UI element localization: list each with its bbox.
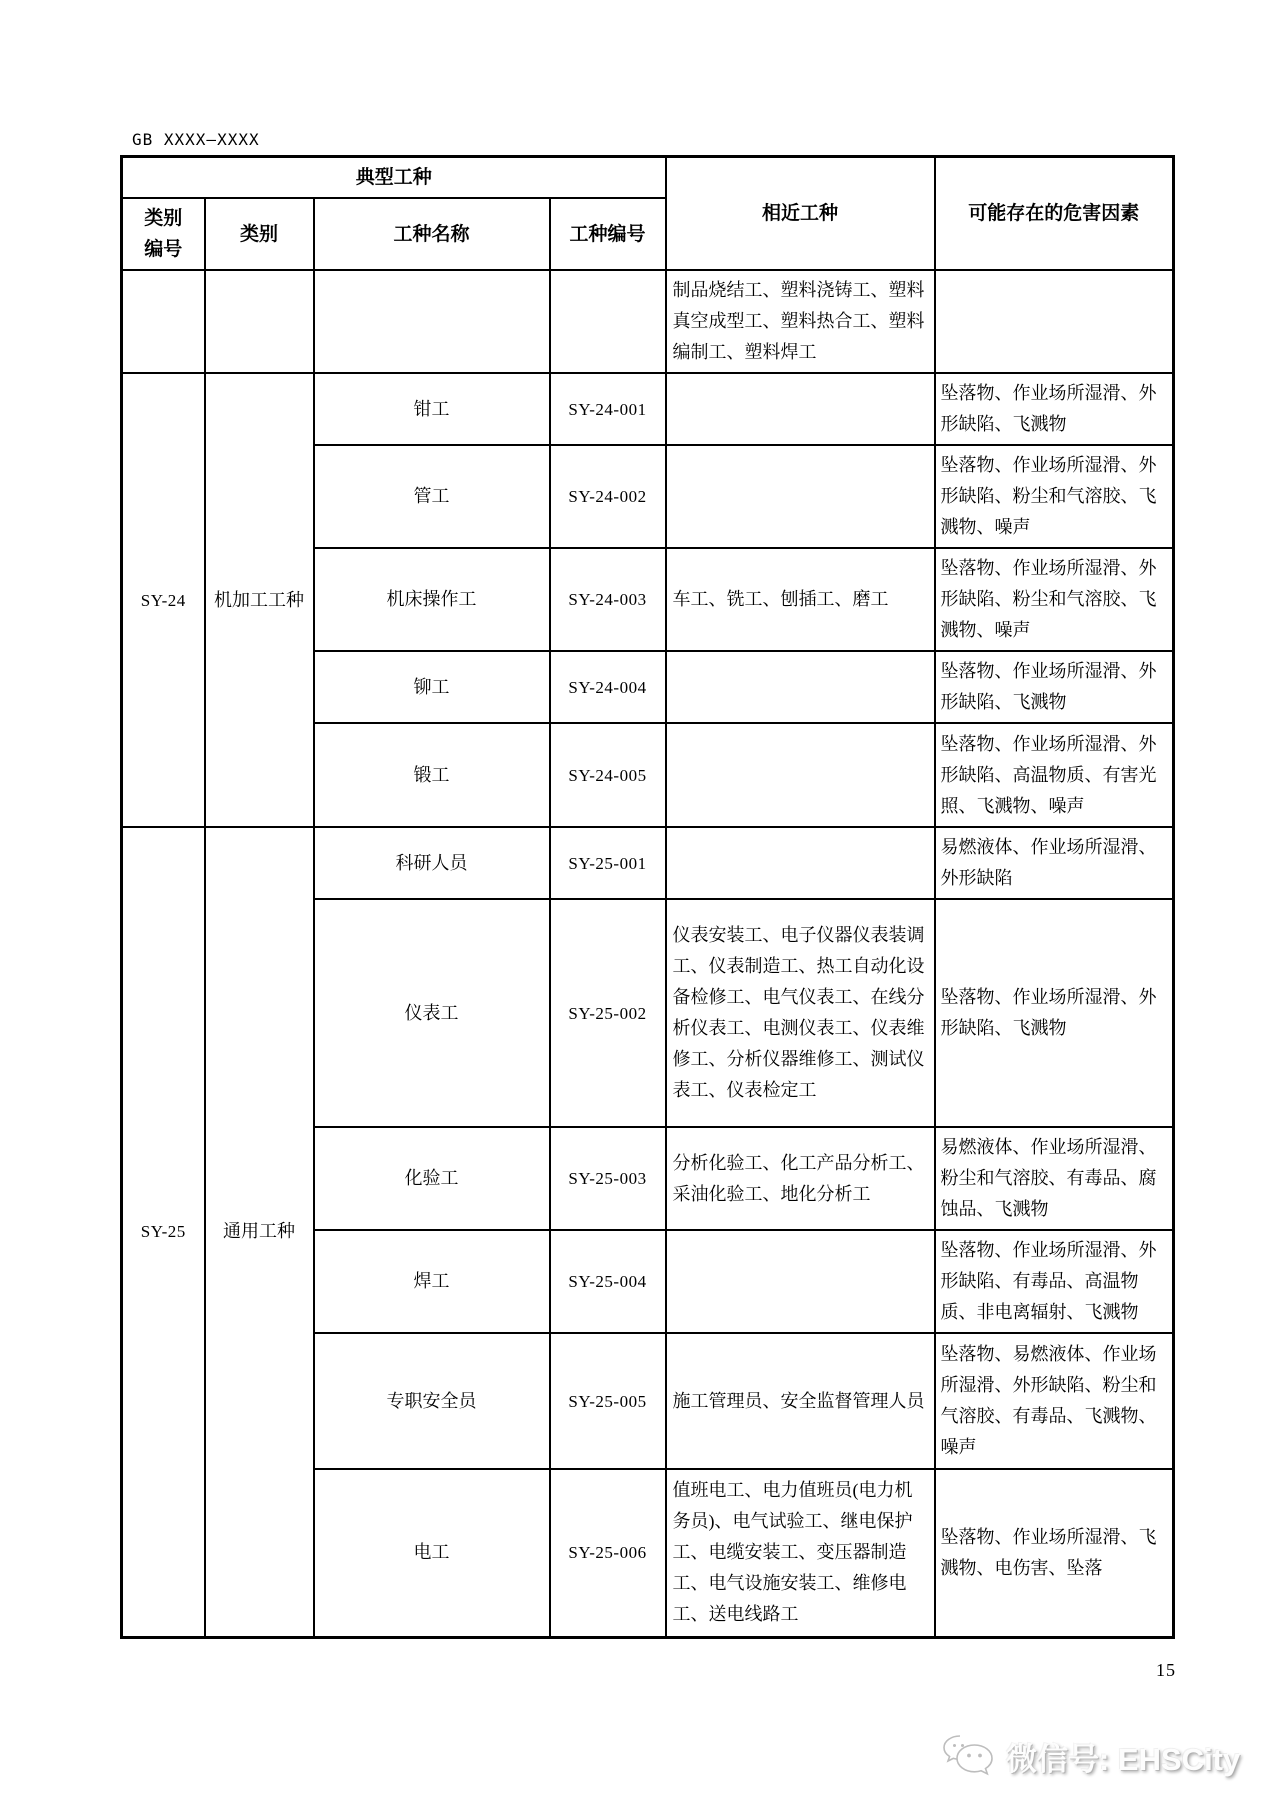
cell-category	[205, 270, 314, 373]
cell-similar-jobs: 仪表安装工、电子仪器仪表装调工、仪表制造工、热工自动化设备检修工、电气仪表工、在线分析仪表工、电测仪表工、仪表维修工、分析仪器维修工、测试仪表工、仪表检定工	[666, 899, 935, 1127]
cell-hazards: 坠落物、作业场所湿滑、外形缺陷、粉尘和气溶胶、飞溅物、噪声	[935, 548, 1174, 651]
cell-hazards: 坠落物、作业场所湿滑、外形缺陷、飞溅物	[935, 899, 1174, 1127]
cell-job-no: SY-25-001	[550, 827, 666, 899]
cell-hazards: 坠落物、作业场所湿滑、外形缺陷、高温物质、有害光照、飞溅物、噪声	[935, 723, 1174, 827]
cell-job-name: 铆工	[314, 651, 550, 723]
header-typical-jobs: 典型工种	[122, 157, 666, 199]
cell-category-no	[122, 270, 205, 373]
cell-category-no: SY-24	[122, 373, 205, 827]
cell-similar-jobs: 分析化验工、化工产品分析工、采油化验工、地化分析工	[666, 1127, 935, 1230]
cell-similar-jobs: 车工、铣工、刨插工、磨工	[666, 548, 935, 651]
cell-job-name: 管工	[314, 445, 550, 548]
cell-similar-jobs	[666, 373, 935, 445]
table-row	[122, 373, 1174, 445]
wechat-icon	[940, 1733, 996, 1779]
cell-hazards: 易燃液体、作业场所湿滑、外形缺陷	[935, 827, 1174, 899]
cell-hazards: 坠落物、作业场所湿滑、外形缺陷、飞溅物	[935, 373, 1174, 445]
cell-job-no: SY-25-002	[550, 899, 666, 1127]
cell-similar-jobs	[666, 445, 935, 548]
jobs-table	[120, 155, 1175, 1639]
header-category: 类别	[205, 198, 314, 270]
cell-job-name: 机床操作工	[314, 548, 550, 651]
cell-hazards: 坠落物、作业场所湿滑、外形缺陷、粉尘和气溶胶、飞溅物、噪声	[935, 445, 1174, 548]
table-row	[122, 827, 1174, 899]
cell-job-name: 仪表工	[314, 899, 550, 1127]
table-row	[122, 270, 1174, 373]
cell-job-name: 电工	[314, 1469, 550, 1637]
cell-job-no: SY-24-003	[550, 548, 666, 651]
cell-job-no: SY-24-005	[550, 723, 666, 827]
cell-job-name: 化验工	[314, 1127, 550, 1230]
cell-job-no: SY-24-001	[550, 373, 666, 445]
cell-category: 通用工种	[205, 827, 314, 1637]
cell-category: 机加工工种	[205, 373, 314, 827]
cell-job-no: SY-24-004	[550, 651, 666, 723]
cell-similar-jobs: 制品烧结工、塑料浇铸工、塑料真空成型工、塑料热合工、塑料编制工、塑料焊工	[666, 270, 935, 373]
cell-job-no: SY-24-002	[550, 445, 666, 548]
cell-job-no	[550, 270, 666, 373]
cell-job-name: 锻工	[314, 723, 550, 827]
cell-similar-jobs	[666, 723, 935, 827]
cell-job-name: 科研人员	[314, 827, 550, 899]
document-code: GB XXXX—XXXX	[132, 130, 260, 149]
cell-job-name: 焊工	[314, 1230, 550, 1333]
cell-similar-jobs	[666, 651, 935, 723]
cell-hazards: 易燃液体、作业场所湿滑、粉尘和气溶胶、有毒品、腐蚀品、飞溅物	[935, 1127, 1174, 1230]
cell-similar-jobs: 值班电工、电力值班员(电力机务员)、电气试验工、继电保护工、电缆安装工、变压器制造工、电气设施安装工、维修电工、送电线路工	[666, 1469, 935, 1637]
cell-hazards: 坠落物、作业场所湿滑、外形缺陷、有毒品、高温物质、非电离辐射、飞溅物	[935, 1230, 1174, 1333]
cell-job-name: 专职安全员	[314, 1333, 550, 1469]
header-hazards: 可能存在的危害因素	[935, 157, 1174, 271]
cell-job-name: 钳工	[314, 373, 550, 445]
cell-job-no: SY-25-003	[550, 1127, 666, 1230]
watermark	[940, 1730, 1240, 1782]
cell-hazards: 坠落物、易燃液体、作业场所湿滑、外形缺陷、粉尘和气溶胶、有毒品、飞溅物、噪声	[935, 1333, 1174, 1469]
header-category-no: 类别编号	[122, 198, 205, 270]
header-similar-jobs: 相近工种	[666, 157, 935, 271]
header-job-no: 工种编号	[550, 198, 666, 270]
cell-category-no: SY-25	[122, 827, 205, 1637]
cell-job-no: SY-25-006	[550, 1469, 666, 1637]
cell-hazards	[935, 270, 1174, 373]
cell-job-name	[314, 270, 550, 373]
header-job-name: 工种名称	[314, 198, 550, 270]
header-row-group	[122, 157, 1174, 199]
watermark-label: 微信号: EHSCity	[1006, 1741, 1241, 1777]
cell-similar-jobs: 施工管理员、安全监督管理人员	[666, 1333, 935, 1469]
cell-similar-jobs	[666, 1230, 935, 1333]
cell-hazards: 坠落物、作业场所湿滑、外形缺陷、飞溅物	[935, 651, 1174, 723]
page-number: 15	[1156, 1660, 1176, 1680]
cell-similar-jobs	[666, 827, 935, 899]
cell-job-no: SY-25-005	[550, 1333, 666, 1469]
cell-hazards: 坠落物、作业场所湿滑、飞溅物、电伤害、坠落	[935, 1469, 1174, 1637]
cell-job-no: SY-25-004	[550, 1230, 666, 1333]
